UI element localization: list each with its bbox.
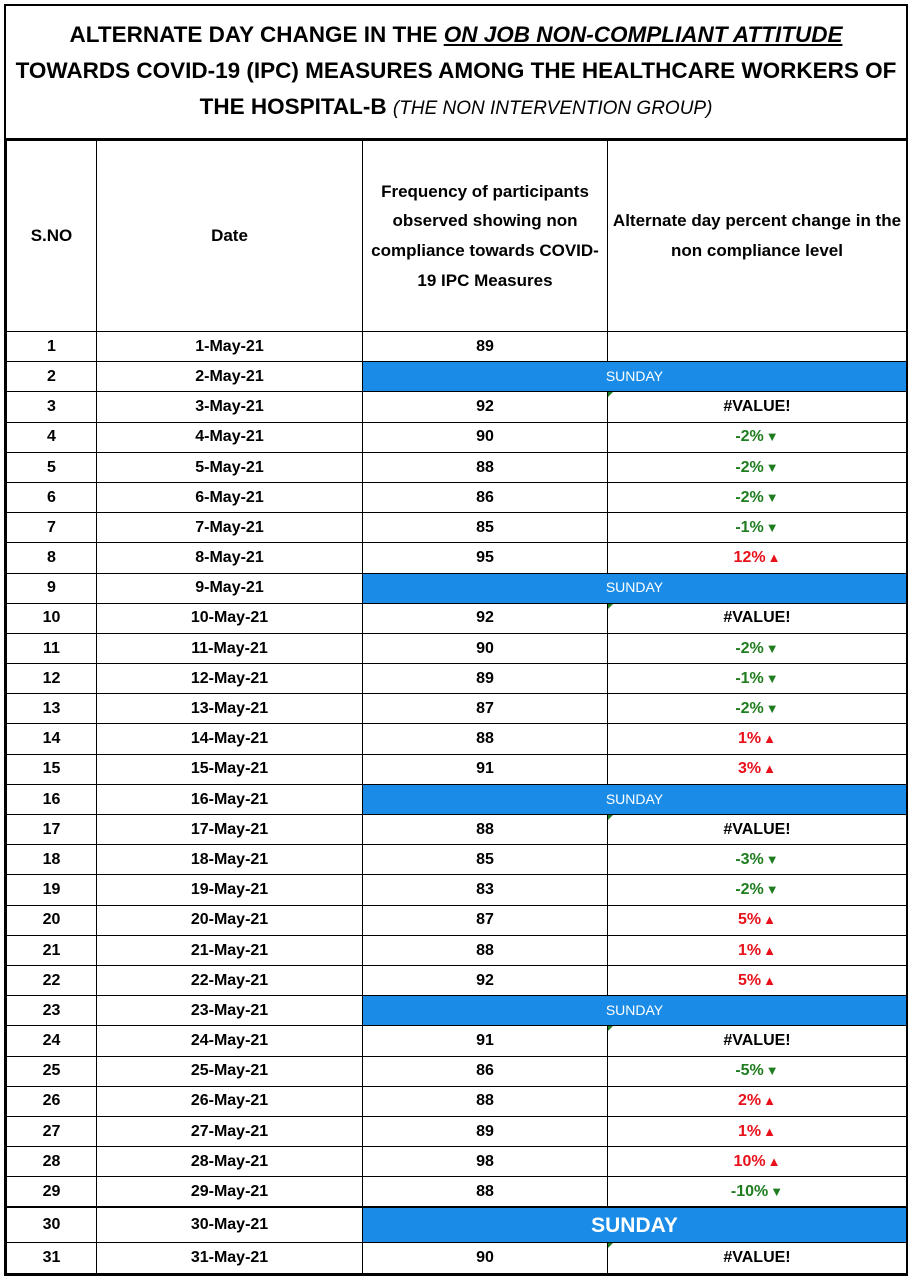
- frequency-cell[interactable]: 89: [363, 664, 608, 694]
- date-cell[interactable]: 27-May-21: [97, 1116, 363, 1146]
- sno-cell[interactable]: 28: [7, 1147, 97, 1177]
- change-cell[interactable]: [608, 1147, 907, 1177]
- change-value: 12%: [733, 549, 766, 567]
- triangle-down-icon: ▼: [765, 701, 779, 717]
- table-row: [7, 965, 907, 995]
- change-value: 1%: [738, 730, 762, 748]
- sno-cell[interactable]: 24: [7, 1026, 97, 1056]
- change-value: -2%: [735, 881, 764, 899]
- date-cell[interactable]: 20-May-21: [97, 905, 363, 935]
- date-cell[interactable]: 3-May-21: [97, 392, 363, 422]
- change-cell[interactable]: [608, 1086, 907, 1116]
- triangle-up-icon: ▲: [763, 731, 776, 747]
- table-row: [7, 1207, 907, 1243]
- sunday-cell[interactable]: SUNDAY: [363, 1207, 907, 1243]
- sno-cell[interactable]: 22: [7, 965, 97, 995]
- sunday-cell[interactable]: SUNDAY: [363, 362, 907, 392]
- change-value: 3%: [738, 760, 762, 778]
- table-row: [7, 1177, 907, 1207]
- date-cell[interactable]: 21-May-21: [97, 935, 363, 965]
- sno-cell[interactable]: 5: [7, 452, 97, 482]
- title-line-2: TOWARDS COVID-19 (IPC) MEASURES AMONG THE HEALTHCARE WORKERS OF: [15, 58, 897, 83]
- change-cell[interactable]: [608, 694, 907, 724]
- change-value: 1%: [738, 1122, 762, 1140]
- frequency-cell[interactable]: 91: [363, 1026, 608, 1056]
- date-cell[interactable]: 30-May-21: [97, 1207, 363, 1243]
- change-cell[interactable]: [608, 905, 907, 935]
- triangle-down-icon: ▼: [765, 882, 779, 898]
- sno-cell[interactable]: 12: [7, 664, 97, 694]
- change-value: -2%: [735, 458, 764, 476]
- frequency-cell[interactable]: 91: [363, 754, 608, 784]
- table-row: [7, 935, 907, 965]
- frequency-cell[interactable]: 87: [363, 905, 608, 935]
- triangle-down-icon: ▼: [765, 640, 779, 656]
- sno-cell[interactable]: 1: [7, 332, 97, 362]
- date-cell[interactable]: 22-May-21: [97, 965, 363, 995]
- table-row: [7, 482, 907, 512]
- frequency-cell[interactable]: 88: [363, 935, 608, 965]
- table-row: [7, 754, 907, 784]
- spreadsheet: [4, 4, 908, 1276]
- triangle-up-icon: ▲: [763, 1123, 776, 1139]
- sno-cell[interactable]: 4: [7, 422, 97, 452]
- frequency-cell[interactable]: 88: [363, 815, 608, 845]
- date-cell[interactable]: 25-May-21: [97, 1056, 363, 1086]
- triangle-down-icon: ▼: [765, 489, 779, 505]
- change-cell[interactable]: #VALUE!: [608, 392, 907, 422]
- sno-cell[interactable]: 20: [7, 905, 97, 935]
- change-cell[interactable]: [608, 422, 907, 452]
- sno-cell[interactable]: 8: [7, 543, 97, 573]
- sno-cell[interactable]: 26: [7, 1086, 97, 1116]
- header-sno: S.NO: [7, 141, 97, 332]
- triangle-down-icon: ▼: [765, 429, 779, 445]
- table-row: [7, 1243, 907, 1273]
- sno-cell[interactable]: 6: [7, 482, 97, 512]
- change-cell[interactable]: [608, 935, 907, 965]
- table-row: [7, 573, 907, 603]
- date-cell[interactable]: 6-May-21: [97, 482, 363, 512]
- change-cell[interactable]: [608, 664, 907, 694]
- change-cell[interactable]: [608, 1177, 907, 1207]
- change-value: 10%: [733, 1152, 766, 1170]
- change-value: 5%: [738, 971, 762, 989]
- sno-cell[interactable]: 18: [7, 845, 97, 875]
- frequency-cell[interactable]: 88: [363, 724, 608, 754]
- title-block: [6, 6, 906, 140]
- sunday-cell[interactable]: SUNDAY: [363, 996, 907, 1026]
- date-cell[interactable]: 23-May-21: [97, 996, 363, 1026]
- sno-cell[interactable]: 29: [7, 1177, 97, 1207]
- change-value: -2%: [735, 428, 764, 446]
- header-row: [7, 141, 907, 332]
- date-cell[interactable]: 29-May-21: [97, 1177, 363, 1207]
- date-cell[interactable]: 7-May-21: [97, 513, 363, 543]
- sno-cell[interactable]: 10: [7, 603, 97, 633]
- sno-cell[interactable]: 9: [7, 573, 97, 603]
- table-row: [7, 1056, 907, 1086]
- table-row: [7, 362, 907, 392]
- change-value: -3%: [735, 850, 764, 868]
- sno-cell[interactable]: 2: [7, 362, 97, 392]
- sno-cell[interactable]: 25: [7, 1056, 97, 1086]
- triangle-up-icon: ▲: [763, 972, 776, 988]
- frequency-cell[interactable]: 89: [363, 1116, 608, 1146]
- table-row: [7, 1026, 907, 1056]
- change-value: 1%: [738, 941, 762, 959]
- change-value: -2%: [735, 700, 764, 718]
- change-cell[interactable]: [608, 754, 907, 784]
- change-cell[interactable]: [608, 845, 907, 875]
- frequency-cell[interactable]: 92: [363, 392, 608, 422]
- sno-cell[interactable]: 15: [7, 754, 97, 784]
- sunday-cell[interactable]: SUNDAY: [363, 573, 907, 603]
- change-cell[interactable]: [608, 513, 907, 543]
- change-value: -2%: [735, 488, 764, 506]
- table-row: [7, 513, 907, 543]
- table-row: [7, 845, 907, 875]
- title-line-3: [6, 94, 906, 120]
- date-cell[interactable]: 13-May-21: [97, 694, 363, 724]
- frequency-cell[interactable]: 92: [363, 965, 608, 995]
- table-row: [7, 694, 907, 724]
- change-cell[interactable]: [608, 724, 907, 754]
- triangle-down-icon: ▼: [765, 670, 779, 686]
- header-change: Alternate day percent change in the non compliance level: [608, 141, 907, 332]
- triangle-up-icon: ▲: [763, 761, 776, 777]
- table-row: [7, 664, 907, 694]
- change-cell[interactable]: [608, 965, 907, 995]
- sno-cell[interactable]: 31: [7, 1243, 97, 1273]
- change-cell[interactable]: #VALUE!: [608, 603, 907, 633]
- date-cell[interactable]: 16-May-21: [97, 784, 363, 814]
- sno-cell[interactable]: 11: [7, 633, 97, 663]
- triangle-down-icon: ▼: [765, 1063, 779, 1079]
- title-group: (THE NON INTERVENTION GROUP): [392, 98, 713, 119]
- header-frequency: Frequency of participants observed showing non compliance towards COVID-19 IPC Measures: [363, 141, 608, 332]
- frequency-cell[interactable]: 85: [363, 845, 608, 875]
- sno-cell[interactable]: 7: [7, 513, 97, 543]
- date-cell[interactable]: 26-May-21: [97, 1086, 363, 1116]
- date-cell[interactable]: 18-May-21: [97, 845, 363, 875]
- sno-cell[interactable]: 30: [7, 1207, 97, 1243]
- sno-cell[interactable]: 13: [7, 694, 97, 724]
- date-cell[interactable]: 24-May-21: [97, 1026, 363, 1056]
- data-table: [6, 140, 907, 1274]
- table-row: [7, 633, 907, 663]
- table-body: [7, 332, 907, 1274]
- change-cell[interactable]: #VALUE!: [608, 1243, 907, 1273]
- change-value: -1%: [735, 518, 764, 536]
- triangle-up-icon: ▲: [763, 912, 776, 928]
- frequency-cell[interactable]: 87: [363, 694, 608, 724]
- table-row: [7, 332, 907, 362]
- change-value: -2%: [735, 639, 764, 657]
- frequency-cell[interactable]: 90: [363, 633, 608, 663]
- sno-cell[interactable]: 19: [7, 875, 97, 905]
- change-value: -1%: [735, 669, 764, 687]
- change-cell[interactable]: [608, 543, 907, 573]
- title-line-1: [6, 22, 906, 48]
- triangle-down-icon: ▼: [765, 459, 779, 475]
- change-value: 2%: [738, 1092, 762, 1110]
- triangle-up-icon: ▲: [767, 1153, 781, 1169]
- frequency-cell[interactable]: 88: [363, 452, 608, 482]
- change-value: -5%: [735, 1062, 764, 1080]
- date-cell[interactable]: 4-May-21: [97, 422, 363, 452]
- triangle-up-icon: ▲: [763, 942, 776, 958]
- header-date: Date: [97, 141, 363, 332]
- title-line-1-prefix: ALTERNATE DAY CHANGE IN THE: [69, 22, 444, 47]
- change-value: -10%: [730, 1182, 769, 1200]
- date-cell[interactable]: 14-May-21: [97, 724, 363, 754]
- change-cell[interactable]: [608, 1116, 907, 1146]
- date-cell[interactable]: 10-May-21: [97, 603, 363, 633]
- table-row: [7, 724, 907, 754]
- frequency-cell[interactable]: 88: [363, 1086, 608, 1116]
- date-cell[interactable]: 5-May-21: [97, 452, 363, 482]
- frequency-cell[interactable]: 90: [363, 422, 608, 452]
- change-cell[interactable]: [608, 1056, 907, 1086]
- date-cell[interactable]: 8-May-21: [97, 543, 363, 573]
- sno-cell[interactable]: 21: [7, 935, 97, 965]
- date-cell[interactable]: 19-May-21: [97, 875, 363, 905]
- frequency-cell[interactable]: 89: [363, 332, 608, 362]
- sno-cell[interactable]: 16: [7, 784, 97, 814]
- change-cell[interactable]: [608, 452, 907, 482]
- date-cell[interactable]: 17-May-21: [97, 815, 363, 845]
- frequency-cell[interactable]: 90: [363, 1243, 608, 1273]
- table-row: [7, 784, 907, 814]
- table-row: [7, 905, 907, 935]
- frequency-cell[interactable]: 92: [363, 603, 608, 633]
- date-cell[interactable]: 28-May-21: [97, 1147, 363, 1177]
- sno-cell[interactable]: 14: [7, 724, 97, 754]
- triangle-down-icon: ▼: [770, 1183, 784, 1199]
- frequency-cell[interactable]: 85: [363, 513, 608, 543]
- frequency-cell[interactable]: 95: [363, 543, 608, 573]
- table-row: [7, 996, 907, 1026]
- sno-cell[interactable]: 23: [7, 996, 97, 1026]
- frequency-cell[interactable]: 86: [363, 482, 608, 512]
- table-row: [7, 1086, 907, 1116]
- date-cell[interactable]: 12-May-21: [97, 664, 363, 694]
- sno-cell[interactable]: 3: [7, 392, 97, 422]
- change-cell[interactable]: #VALUE!: [608, 815, 907, 845]
- table-row: [7, 875, 907, 905]
- sno-cell[interactable]: 27: [7, 1116, 97, 1146]
- table-row: [7, 422, 907, 452]
- frequency-cell[interactable]: 98: [363, 1147, 608, 1177]
- table-row: [7, 815, 907, 845]
- triangle-up-icon: ▲: [763, 1093, 776, 1109]
- table-row: [7, 1116, 907, 1146]
- date-cell[interactable]: 31-May-21: [97, 1243, 363, 1273]
- sunday-cell[interactable]: SUNDAY: [363, 784, 907, 814]
- title-hospital: THE HOSPITAL-B: [199, 94, 387, 119]
- sno-cell[interactable]: 17: [7, 815, 97, 845]
- frequency-cell[interactable]: 86: [363, 1056, 608, 1086]
- frequency-cell[interactable]: 88: [363, 1177, 608, 1207]
- table-row: [7, 543, 907, 573]
- change-cell[interactable]: [608, 332, 907, 362]
- date-cell[interactable]: 1-May-21: [97, 332, 363, 362]
- change-cell[interactable]: [608, 633, 907, 663]
- change-cell[interactable]: [608, 482, 907, 512]
- date-cell[interactable]: 9-May-21: [97, 573, 363, 603]
- change-cell[interactable]: #VALUE!: [608, 1026, 907, 1056]
- table-row: [7, 603, 907, 633]
- change-cell[interactable]: [608, 875, 907, 905]
- triangle-down-icon: ▼: [765, 519, 779, 535]
- date-cell[interactable]: 11-May-21: [97, 633, 363, 663]
- table-row: [7, 392, 907, 422]
- triangle-down-icon: ▼: [765, 851, 779, 867]
- triangle-up-icon: ▲: [767, 550, 781, 566]
- frequency-cell[interactable]: 83: [363, 875, 608, 905]
- title-line-1-underlined: ON JOB NON-COMPLIANT ATTITUDE: [443, 22, 843, 47]
- change-value: 5%: [738, 911, 762, 929]
- table-row: [7, 1147, 907, 1177]
- date-cell[interactable]: 2-May-21: [97, 362, 363, 392]
- table-row: [7, 452, 907, 482]
- date-cell[interactable]: 15-May-21: [97, 754, 363, 784]
